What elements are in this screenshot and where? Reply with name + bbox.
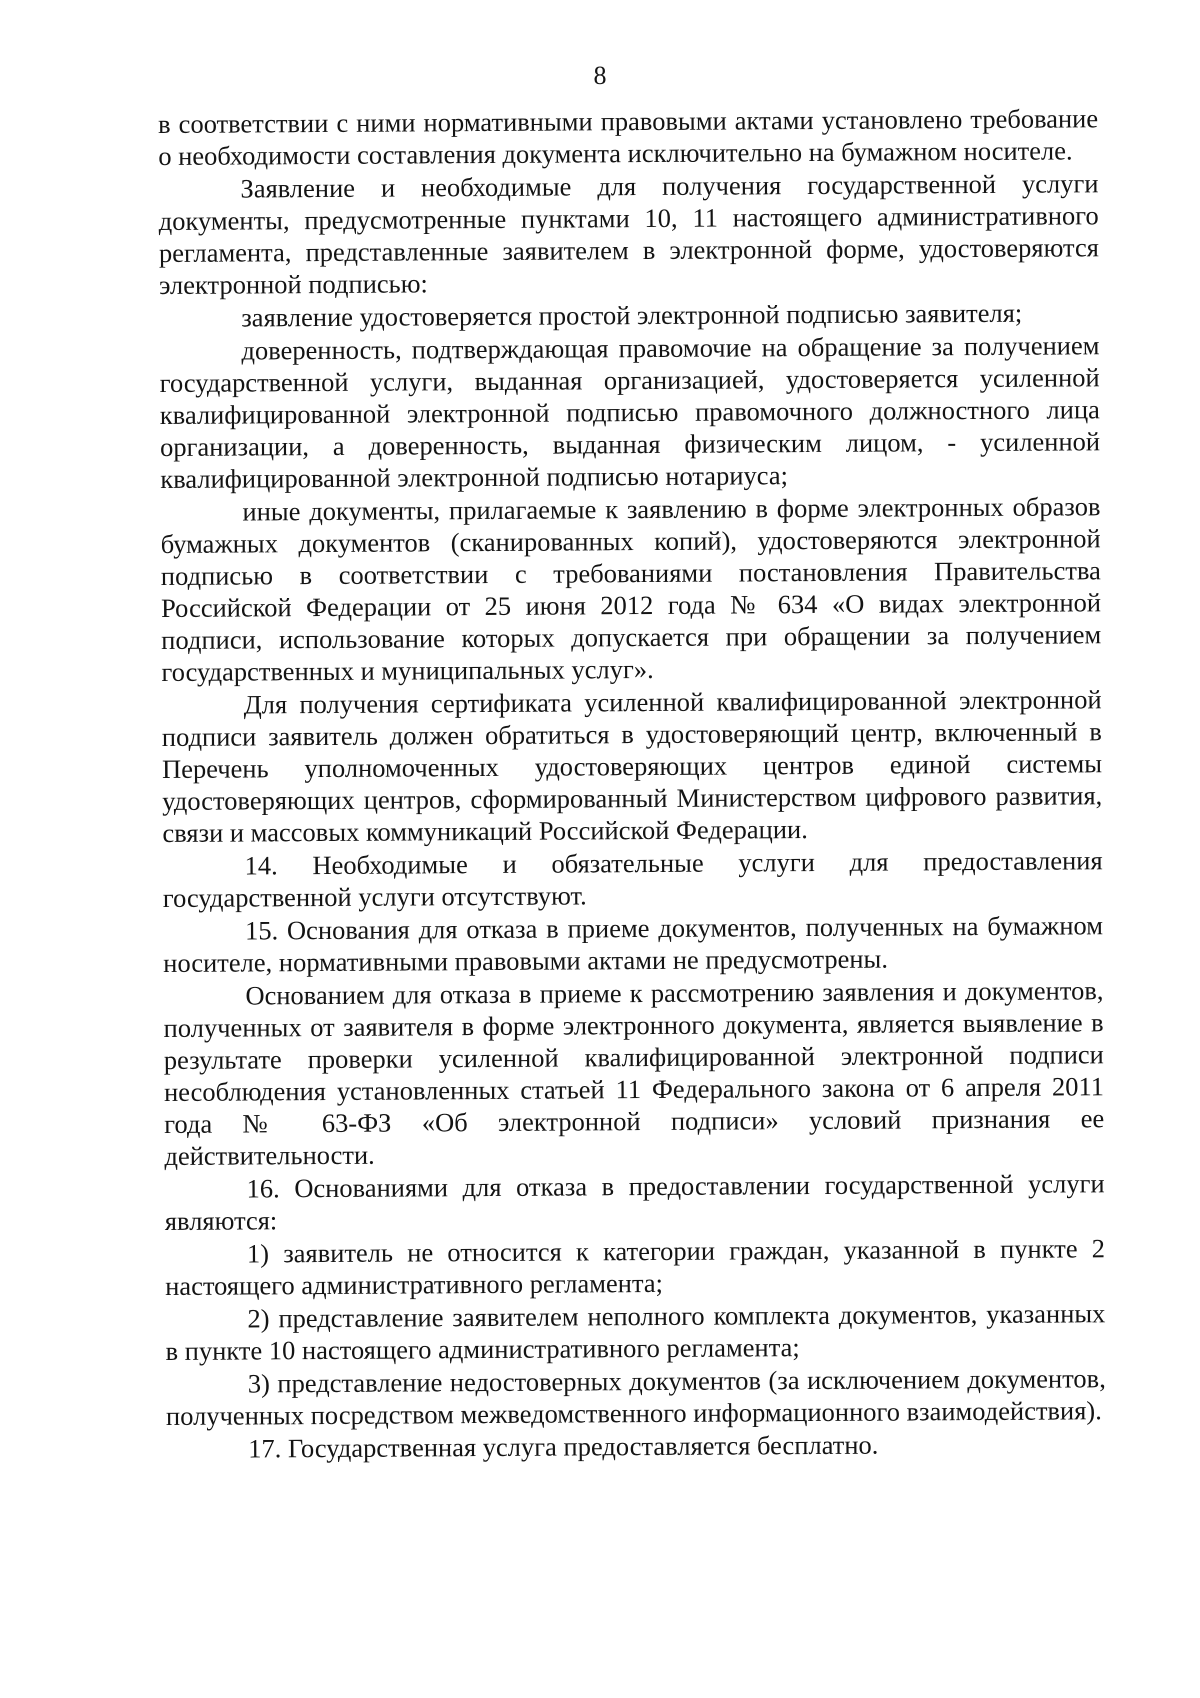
- paragraph: 1) заявитель не относится к категории граждан, указанной в пункте 2 настоящего административного регламента;: [165, 1233, 1106, 1301]
- paragraph: 16. Основаниями для отказа в предоставлении государственной услуги являются:: [164, 1168, 1105, 1236]
- paragraph: доверенность, подтверждающая правомочие на обращение за получением государственной услуги, выданная организацией, удостоверяется усиленной квалифицированной электронной подписью правомочного должностного лица организации, а доверенность, выданная физическим лицом, - усиленной квалифицированной электронной подписью нотариуса;: [159, 330, 1101, 494]
- paragraph: 17. Государственная услуга предоставляется бесплатно.: [248, 1429, 879, 1464]
- page-number: 8: [593, 61, 607, 90]
- document-body: [158, 102, 1106, 1466]
- paragraph: 3) представление недостоверных документов (за исключением документов, полученных посредством межведомственного информационного взаимодействия).: [165, 1363, 1106, 1431]
- paragraph: в соответствии с ними нормативными правовыми актами установлено требование о необходимости составления документа исключительно на бумажном носителе.: [158, 103, 1099, 171]
- paragraph: 14. Необходимые и обязательные услуги для предоставления государственной услуги отсутствуют.: [162, 845, 1103, 913]
- paragraph: 15. Основания для отказа в приеме документов, полученных на бумажном носителе, нормативными правовыми актами не предусмотрены.: [163, 910, 1104, 978]
- paragraph: иные документы, прилагаемые к заявлению в форме электронных образов бумажных документов (сканированных копий), удостоверяются электронной подписью в соответствии с требованиями постановления Правительства Российской Федерации от 25 июня 2012 года № 634 «О видах электронной подписи, использование которых допускается при обращении за получением государственных и муниципальных услуг».: [160, 491, 1102, 687]
- paragraph: Для получения сертификата усиленной квалифицированной электронной подписи заявитель должен обратиться в удостоверяющий центр, включенный в Перечень уполномоченных удостоверяющих центров единой системы удостоверяющих центров, сформированный Министерством цифрового развития, связи и массовых коммуникаций Российской Федерации.: [161, 684, 1103, 848]
- paragraph: 2) представление заявителем неполного комплекта документов, указанных в пункте 10 настоящего административного регламента;: [165, 1298, 1106, 1366]
- paragraph: заявление удостоверяется простой электронной подписью заявителя;: [241, 297, 1023, 333]
- paragraph: Основанием для отказа в приеме к рассмотрению заявления и документов, полученных от заявителя в форме электронного документа, является выявление в результате проверки усиленной квалифицированной электронной подписи несоблюдения установленных статьей 11 Федерального закона от 6 апреля 2011 года № 63-ФЗ «Об электронной подписи» условий признания ее действительности.: [163, 975, 1105, 1171]
- paragraph: Заявление и необходимые для получения государственной услуги документы, предусмотренные пунктами 10, 11 настоящего административного регламента, представленные заявителем в электронной форме, удостоверяются электронной подписью:: [158, 168, 1099, 300]
